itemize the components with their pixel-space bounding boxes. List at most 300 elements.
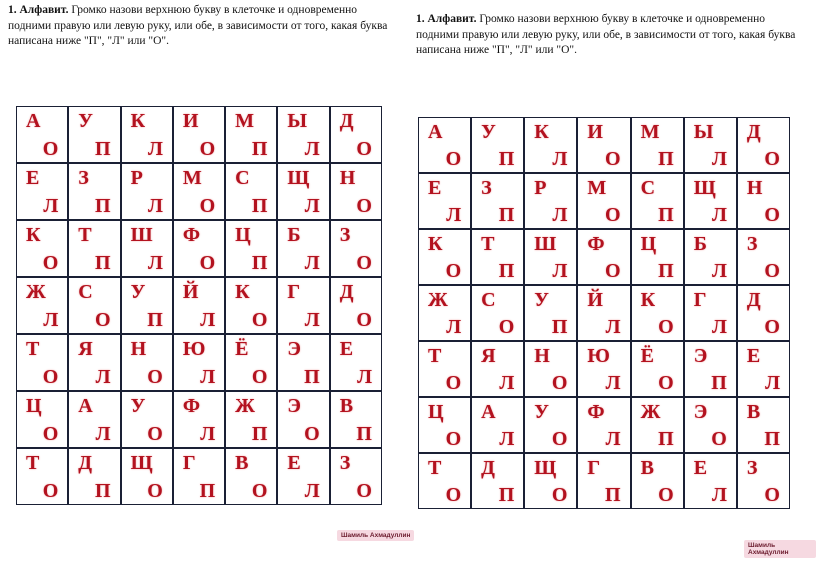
lower-letter: О xyxy=(658,316,674,338)
upper-letter: Б xyxy=(693,233,707,255)
letter-cell xyxy=(174,107,224,162)
instruction-title: Алфавит. xyxy=(19,4,69,16)
letter-cell xyxy=(472,342,523,396)
lower-letter: П xyxy=(199,480,216,502)
letter-cell xyxy=(17,449,67,504)
letter-cell xyxy=(226,278,276,333)
upper-letter: С xyxy=(640,177,656,199)
letter-cell xyxy=(525,118,576,172)
letter-cell xyxy=(174,278,224,333)
upper-letter: М xyxy=(235,110,255,132)
upper-letter: Э xyxy=(287,395,301,417)
lower-letter: П xyxy=(498,484,515,506)
lower-letter: Л xyxy=(711,260,727,282)
upper-letter: С xyxy=(78,281,93,303)
letter-cell xyxy=(69,392,119,447)
upper-letter: Р xyxy=(130,167,143,189)
lower-letter: Л xyxy=(200,423,216,445)
letter-cell xyxy=(525,230,576,284)
upper-letter: Ю xyxy=(182,338,206,360)
upper-letter: З xyxy=(481,177,492,199)
letter-cell xyxy=(174,164,224,219)
lower-letter: О xyxy=(147,366,163,388)
upper-letter: К xyxy=(640,289,656,311)
upper-letter: Я xyxy=(78,338,93,360)
letter-cell xyxy=(17,107,67,162)
lower-letter: О xyxy=(42,138,59,160)
lower-letter: О xyxy=(445,372,462,394)
lower-letter: О xyxy=(42,366,59,388)
upper-letter: У xyxy=(130,281,146,303)
upper-letter: Т xyxy=(26,452,40,474)
instruction-left xyxy=(8,3,388,50)
upper-letter: Е xyxy=(693,457,708,479)
lower-letter: О xyxy=(764,484,780,506)
letter-cell xyxy=(331,449,381,504)
letter-cell xyxy=(17,221,67,276)
letter-cell xyxy=(578,174,629,228)
letter-cell xyxy=(472,454,523,508)
letter-cell xyxy=(578,454,629,508)
letter-cell xyxy=(472,230,523,284)
upper-letter: Т xyxy=(428,457,442,479)
letter-cell xyxy=(419,286,470,340)
letter-cell xyxy=(685,286,736,340)
letter-cell xyxy=(122,107,172,162)
lower-letter: О xyxy=(356,252,372,274)
lower-letter: П xyxy=(251,252,268,274)
lower-letter: П xyxy=(95,138,111,160)
letter-cell xyxy=(685,174,736,228)
letter-cell xyxy=(331,278,381,333)
lower-letter: О xyxy=(658,484,674,506)
upper-letter: Ю xyxy=(587,345,610,367)
letter-cell xyxy=(278,449,328,504)
letter-cell xyxy=(685,342,736,396)
lower-letter: П xyxy=(764,428,780,450)
lower-letter: П xyxy=(251,138,268,160)
letter-grid-left xyxy=(16,106,382,505)
lower-letter: П xyxy=(251,195,268,217)
lower-letter: П xyxy=(95,480,111,502)
letter-cell xyxy=(226,449,276,504)
upper-letter: Ж xyxy=(428,289,448,311)
letter-cell xyxy=(17,278,67,333)
letter-cell xyxy=(278,164,328,219)
letter-cell xyxy=(632,342,683,396)
upper-letter: Г xyxy=(587,457,601,479)
letter-cell xyxy=(738,118,789,172)
lower-letter: О xyxy=(498,316,515,338)
lower-letter: Л xyxy=(446,204,462,226)
upper-letter: Д xyxy=(481,457,495,479)
lower-letter: Л xyxy=(357,366,372,388)
letter-cell xyxy=(17,392,67,447)
letter-cell xyxy=(472,118,523,172)
letter-cell xyxy=(174,449,224,504)
letter-cell xyxy=(419,230,470,284)
upper-letter: Г xyxy=(693,289,707,311)
lower-letter: П xyxy=(605,484,621,506)
letter-cell xyxy=(632,398,683,452)
upper-letter: Ц xyxy=(26,395,42,417)
upper-letter: Н xyxy=(746,177,763,199)
lower-letter: Л xyxy=(552,204,568,226)
instruction-text: Громко назови верхнюю букву в клеточке и одновременно подними правую или левую руку, или обе, в зависимости от того, какая буква написана ниже "П", "Л" или "О". xyxy=(8,4,388,47)
lower-letter: Л xyxy=(304,309,320,331)
lower-letter: О xyxy=(551,428,568,450)
lower-letter: О xyxy=(605,148,621,170)
lower-letter: Л xyxy=(711,316,727,338)
upper-letter: Ё xyxy=(235,338,249,360)
upper-letter: З xyxy=(746,233,758,255)
letter-cell xyxy=(525,398,576,452)
upper-letter: И xyxy=(587,121,603,143)
upper-letter: А xyxy=(481,401,496,423)
instruction-number: 1. xyxy=(416,13,425,25)
upper-letter: Ы xyxy=(693,121,714,143)
lower-letter: Л xyxy=(711,204,727,226)
lower-letter: П xyxy=(95,195,111,217)
lower-letter: О xyxy=(711,428,727,450)
upper-letter: З xyxy=(78,167,89,189)
letter-cell xyxy=(174,221,224,276)
lower-letter: П xyxy=(304,366,320,388)
letter-grid-right xyxy=(418,117,790,509)
letter-cell xyxy=(738,174,789,228)
upper-letter: Щ xyxy=(534,457,557,479)
upper-letter: Й xyxy=(182,281,199,303)
lower-letter: Л xyxy=(605,372,621,394)
upper-letter: Ф xyxy=(587,401,605,423)
upper-letter: Ш xyxy=(130,224,153,246)
lower-letter: О xyxy=(199,252,216,274)
upper-letter: Н xyxy=(130,338,147,360)
letter-cell xyxy=(525,454,576,508)
upper-letter: Е xyxy=(339,338,354,360)
instruction-right xyxy=(416,12,796,59)
upper-letter: С xyxy=(481,289,496,311)
lower-letter: Л xyxy=(552,260,568,282)
lower-letter: П xyxy=(551,316,568,338)
lower-letter: О xyxy=(764,204,780,226)
lower-letter: Л xyxy=(200,366,216,388)
upper-letter: М xyxy=(182,167,202,189)
upper-letter: Р xyxy=(534,177,547,199)
lower-letter: О xyxy=(356,309,372,331)
upper-letter: Й xyxy=(587,289,603,311)
upper-letter: Т xyxy=(481,233,495,255)
upper-letter: Щ xyxy=(287,167,310,189)
upper-letter: Д xyxy=(339,110,354,132)
upper-letter: З xyxy=(339,452,351,474)
upper-letter: Ы xyxy=(287,110,308,132)
letter-cell xyxy=(174,392,224,447)
letter-cell xyxy=(69,449,119,504)
letter-cell xyxy=(122,449,172,504)
lower-letter: П xyxy=(658,428,674,450)
upper-letter: У xyxy=(481,121,496,143)
lower-letter: Л xyxy=(200,309,216,331)
lower-letter: Л xyxy=(499,372,515,394)
letter-cell xyxy=(331,164,381,219)
lower-letter: П xyxy=(658,148,674,170)
lower-letter: П xyxy=(356,423,372,445)
lower-letter: Л xyxy=(95,423,111,445)
lower-letter: П xyxy=(498,204,515,226)
upper-letter: У xyxy=(78,110,93,132)
upper-letter: Щ xyxy=(130,452,153,474)
author-badge-right: Шамиль Ахмадуллин xyxy=(744,540,816,558)
letter-cell xyxy=(419,118,470,172)
letter-cell xyxy=(419,342,470,396)
author-badge-left: Шамиль Ахмадуллин xyxy=(337,530,414,541)
lower-letter: О xyxy=(147,423,163,445)
letter-cell xyxy=(738,230,789,284)
upper-letter: Е xyxy=(26,167,40,189)
upper-letter: Ц xyxy=(235,224,251,246)
upper-letter: Д xyxy=(746,289,761,311)
lower-letter: О xyxy=(42,252,59,274)
lower-letter: О xyxy=(605,204,621,226)
upper-letter: Д xyxy=(339,281,354,303)
upper-letter: Г xyxy=(182,452,196,474)
lower-letter: Л xyxy=(552,148,568,170)
upper-letter: Н xyxy=(339,167,356,189)
lower-letter: Л xyxy=(95,366,111,388)
letter-cell xyxy=(331,221,381,276)
letter-cell xyxy=(685,398,736,452)
lower-letter: Л xyxy=(304,252,320,274)
lower-letter: О xyxy=(42,423,59,445)
upper-letter: Ш xyxy=(534,233,557,255)
upper-letter: Щ xyxy=(693,177,716,199)
letter-cell xyxy=(17,335,67,390)
letter-cell xyxy=(632,174,683,228)
upper-letter: Е xyxy=(746,345,761,367)
instruction-text: Громко назови верхнюю букву в клеточке и одновременно подними правую или левую руку, или обе, в зависимости от того, какая буква написана ниже "П", "Л" или "О". xyxy=(416,13,796,56)
upper-letter: Б xyxy=(287,224,301,246)
lower-letter: О xyxy=(605,260,621,282)
lower-letter: Л xyxy=(499,428,515,450)
lower-letter: Л xyxy=(765,372,780,394)
upper-letter: Н xyxy=(534,345,550,367)
upper-letter: Т xyxy=(428,345,442,367)
lower-letter: П xyxy=(147,309,163,331)
upper-letter: Ц xyxy=(428,401,444,423)
upper-letter: К xyxy=(235,281,250,303)
letter-cell xyxy=(419,398,470,452)
lower-letter: О xyxy=(445,148,462,170)
lower-letter: О xyxy=(551,484,568,506)
letter-cell xyxy=(472,174,523,228)
letter-cell xyxy=(578,118,629,172)
lower-letter: О xyxy=(445,260,462,282)
upper-letter: Д xyxy=(78,452,93,474)
upper-letter: З xyxy=(339,224,351,246)
lower-letter: Л xyxy=(147,252,163,274)
letter-cell xyxy=(419,454,470,508)
lower-letter: П xyxy=(498,260,515,282)
upper-letter: Т xyxy=(26,338,40,360)
upper-letter: В xyxy=(746,401,761,423)
upper-letter: Ц xyxy=(640,233,657,255)
lower-letter: П xyxy=(658,260,674,282)
letter-cell xyxy=(122,221,172,276)
upper-letter: Э xyxy=(693,401,708,423)
letter-cell xyxy=(69,221,119,276)
letter-cell xyxy=(278,335,328,390)
letter-cell xyxy=(738,398,789,452)
upper-letter: Ж xyxy=(640,401,661,423)
lower-letter: О xyxy=(251,480,268,502)
upper-letter: Г xyxy=(287,281,301,303)
lower-letter: П xyxy=(711,372,727,394)
letter-cell xyxy=(226,335,276,390)
letter-cell xyxy=(525,342,576,396)
letter-cell xyxy=(331,335,381,390)
lower-letter: О xyxy=(764,148,780,170)
letter-cell xyxy=(738,454,789,508)
letter-cell xyxy=(278,107,328,162)
letter-cell xyxy=(578,286,629,340)
lower-letter: О xyxy=(356,480,372,502)
upper-letter: Д xyxy=(746,121,761,143)
lower-letter: О xyxy=(251,366,268,388)
letter-cell xyxy=(122,335,172,390)
letter-cell xyxy=(578,342,629,396)
lower-letter: О xyxy=(445,484,462,506)
letter-cell xyxy=(525,286,576,340)
letter-cell xyxy=(472,286,523,340)
upper-letter: Я xyxy=(481,345,496,367)
upper-letter: З xyxy=(746,457,758,479)
lower-letter: О xyxy=(356,195,372,217)
letter-cell xyxy=(525,174,576,228)
upper-letter: У xyxy=(534,401,549,423)
lower-letter: О xyxy=(147,480,163,502)
lower-letter: Л xyxy=(147,138,163,160)
letter-cell xyxy=(472,398,523,452)
letter-cell xyxy=(226,107,276,162)
letter-cell xyxy=(69,335,119,390)
upper-letter: К xyxy=(428,233,443,255)
upper-letter: В xyxy=(640,457,654,479)
letter-cell xyxy=(578,398,629,452)
letter-cell xyxy=(419,174,470,228)
lower-letter: П xyxy=(498,148,515,170)
lower-letter: О xyxy=(199,138,216,160)
upper-letter: Ё xyxy=(640,345,654,367)
lower-letter: Л xyxy=(304,138,320,160)
letter-cell xyxy=(226,164,276,219)
letter-cell xyxy=(278,278,328,333)
letter-cell xyxy=(122,278,172,333)
upper-letter: У xyxy=(534,289,549,311)
lower-letter: О xyxy=(42,480,59,502)
letter-cell xyxy=(578,230,629,284)
lower-letter: Л xyxy=(605,316,621,338)
lower-letter: П xyxy=(95,252,111,274)
letter-cell xyxy=(69,107,119,162)
upper-letter: А xyxy=(78,395,93,417)
upper-letter: А xyxy=(26,110,41,132)
upper-letter: Ж xyxy=(26,281,46,303)
lower-letter: П xyxy=(658,204,674,226)
lower-letter: О xyxy=(251,309,268,331)
upper-letter: Э xyxy=(287,338,301,360)
letter-cell xyxy=(632,230,683,284)
lower-letter: Л xyxy=(304,195,320,217)
lower-letter: Л xyxy=(605,428,621,450)
upper-letter: Ф xyxy=(587,233,605,255)
upper-letter: М xyxy=(587,177,607,199)
lower-letter: О xyxy=(658,372,674,394)
letter-cell xyxy=(174,335,224,390)
letter-cell xyxy=(632,454,683,508)
instruction-number: 1. xyxy=(8,4,17,16)
upper-letter: К xyxy=(26,224,41,246)
lower-letter: О xyxy=(95,309,111,331)
lower-letter: О xyxy=(551,372,568,394)
upper-letter: Е xyxy=(287,452,301,474)
lower-letter: О xyxy=(764,316,780,338)
lower-letter: О xyxy=(304,423,320,445)
lower-letter: Л xyxy=(711,148,727,170)
letter-cell xyxy=(278,392,328,447)
letter-cell xyxy=(69,164,119,219)
letter-cell xyxy=(122,392,172,447)
letter-cell xyxy=(17,164,67,219)
upper-letter: М xyxy=(640,121,660,143)
upper-letter: К xyxy=(534,121,549,143)
letter-cell xyxy=(226,392,276,447)
letter-cell xyxy=(226,221,276,276)
lower-letter: П xyxy=(251,423,268,445)
letter-cell xyxy=(331,107,381,162)
upper-letter: И xyxy=(182,110,199,132)
upper-letter: В xyxy=(235,452,249,474)
upper-letter: Э xyxy=(693,345,708,367)
letter-cell xyxy=(69,278,119,333)
letter-cell xyxy=(331,392,381,447)
lower-letter: О xyxy=(445,428,462,450)
lower-letter: Л xyxy=(446,316,462,338)
lower-letter: Л xyxy=(43,195,59,217)
upper-letter: Т xyxy=(78,224,92,246)
lower-letter: Л xyxy=(43,309,59,331)
letter-cell xyxy=(685,230,736,284)
upper-letter: В xyxy=(339,395,354,417)
lower-letter: Л xyxy=(304,480,320,502)
letter-cell xyxy=(685,118,736,172)
letter-cell xyxy=(738,342,789,396)
upper-letter: Ф xyxy=(182,224,201,246)
letter-cell xyxy=(122,164,172,219)
letter-cell xyxy=(738,286,789,340)
letter-cell xyxy=(632,286,683,340)
upper-letter: Ж xyxy=(235,395,255,417)
instruction-title: Алфавит. xyxy=(427,13,477,25)
letter-cell xyxy=(632,118,683,172)
letter-cell xyxy=(278,221,328,276)
upper-letter: У xyxy=(130,395,146,417)
upper-letter: К xyxy=(130,110,146,132)
letter-cell xyxy=(685,454,736,508)
upper-letter: С xyxy=(235,167,250,189)
lower-letter: Л xyxy=(711,484,727,506)
lower-letter: Л xyxy=(147,195,163,217)
